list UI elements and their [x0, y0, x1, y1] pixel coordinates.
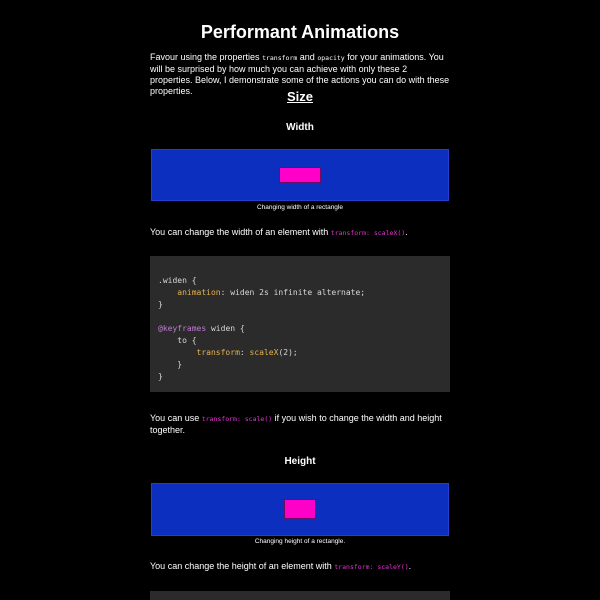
- code-transform-sep: :: [239, 348, 250, 357]
- intro-code-transform: transform: [262, 54, 298, 62]
- height-code-block: [150, 591, 450, 600]
- height-demo-caption: Changing height of a rectangle.: [254, 538, 346, 545]
- code-function-args: (2);: [278, 348, 298, 357]
- width-inline-code: transform: scaleX(): [330, 229, 406, 237]
- code-at-keyframes: @keyframes: [158, 324, 207, 333]
- code-keyframes-name: widen {: [206, 324, 245, 333]
- code-close-brace-1: }: [158, 300, 163, 309]
- scale-text-after: if you wish to change the width and height together.: [150, 413, 442, 435]
- intro-text-mid: and: [297, 52, 318, 62]
- scale-inline-code: transform: scale(): [201, 415, 273, 423]
- height-text-after: .: [408, 561, 412, 571]
- section-heading-size: Size: [286, 89, 313, 104]
- height-text-before: You can change the height of an element with: [150, 561, 335, 571]
- code-line-selector: .widen {: [158, 276, 197, 285]
- height-description: [150, 561, 450, 573]
- animated-rectangle-width: [279, 167, 321, 183]
- width-text-before: You can change the width of an element with: [150, 227, 331, 237]
- subheading-height: Height: [284, 456, 316, 467]
- code-function-scalex: scaleX: [249, 348, 279, 357]
- height-inline-code: transform: scaleY(): [334, 563, 409, 571]
- scale-description: [150, 413, 450, 436]
- intro-code-opacity: opacity: [317, 54, 345, 62]
- width-demo-caption: Changing width of a rectangle: [256, 204, 343, 211]
- page-title: Performant Animations: [200, 22, 400, 42]
- scale-text-before: You can use: [150, 413, 202, 423]
- code-close-brace-2: }: [177, 360, 183, 369]
- width-code-block: [150, 256, 450, 392]
- width-text-after: .: [405, 227, 408, 237]
- width-description: [150, 227, 450, 239]
- code-to-block: to {: [177, 336, 197, 345]
- width-demo-box: [151, 149, 449, 201]
- subheading-width: Width: [286, 122, 314, 133]
- intro-text-before: Favour using the properties: [150, 52, 263, 62]
- code-close-brace-3: }: [158, 372, 163, 381]
- code-animation-value: : widen 2s infinite alternate;: [220, 288, 366, 297]
- height-demo-box: [151, 483, 449, 536]
- code-property-transform: transform: [196, 348, 240, 357]
- animated-rectangle-height: [284, 499, 316, 519]
- intro-text-after: for your animations. You will be surprised by how much you can achieve with only these 2 properties. Below, I demonstrate some of the actions you can do with these properties.: [150, 52, 450, 96]
- code-property-animation: animation: [177, 288, 221, 297]
